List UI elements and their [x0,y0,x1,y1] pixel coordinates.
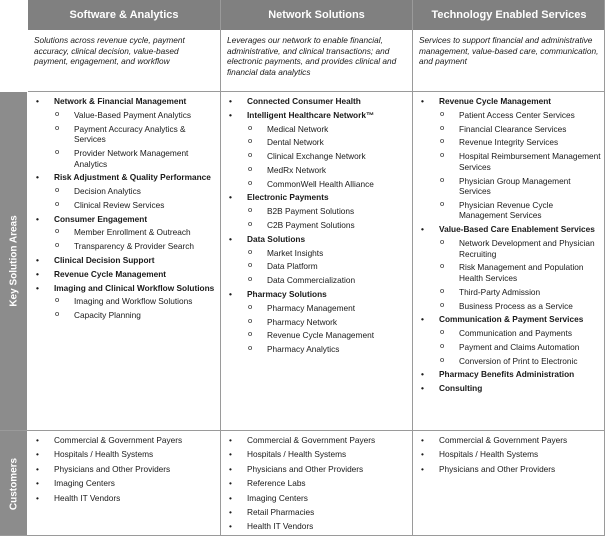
customers-network-cell [221,431,412,536]
customer-item: • Commercial & Government Payers [419,435,601,446]
solution-subitem: o Decision Analytics [34,186,216,197]
solution-subitem: o Conversion of Print to Electronic [419,356,601,367]
header-corner [0,0,27,30]
solution-subitem: o Risk Management and Population Health Services [419,262,601,283]
solution-subitem: o Transparency & Provider Search [34,241,216,252]
customer-item: • Imaging Centers [34,478,216,489]
solution-item: • Pharmacy Solutions [227,289,408,300]
row-label-text: Key Solution Areas [8,215,19,307]
description-network: Leverages our network to enable financial, administrative, and clinical transactions; and electronic payments, and provides clinical and financial data analytics [227,35,397,77]
header-software-analytics: Software & Analytics [28,0,220,30]
customer-item: • Health IT Vendors [227,521,408,532]
header-technology-enabled-services: Technology Enabled Services [413,0,605,30]
solution-item: • Connected Consumer Health [227,96,408,107]
solution-subitem: o Dental Network [227,137,408,148]
description-tech: Services to support financial and administrative management, value-based care, communication, and payment [419,35,599,67]
customer-item: • Commercial & Government Payers [227,435,408,446]
solutions-software-cell [28,92,220,430]
solution-subitem: o Physician Group Management Services [419,176,601,197]
solution-subitem: o Financial Clearance Services [419,124,601,135]
solution-subitem: o Clinical Exchange Network [227,151,408,162]
solution-subitem: o Capacity Planning [34,310,216,321]
solution-item: • Revenue Cycle Management [34,269,216,280]
customers-software-cell [28,431,220,536]
row-divider [28,91,605,92]
solution-subitem: o Imaging and Workflow Solutions [34,296,216,307]
solution-subitem: o Payment and Claims Automation [419,342,601,353]
solution-subitem: o Patient Access Center Services [419,110,601,121]
solution-subitem: o Clinical Review Services [34,200,216,211]
row-label-text: Customers [8,457,19,510]
solution-item: • Pharmacy Benefits Administration [419,369,601,380]
solution-subitem: o Third-Party Admission [419,287,601,298]
solution-subitem: o Member Enrollment & Outreach [34,227,216,238]
solution-subitem: o Data Commercialization [227,275,408,286]
customer-item: • Hospitals / Health Systems [34,449,216,460]
solution-subitem: o Payment Accuracy Analytics & Services [34,124,216,145]
customer-item: • Physicians and Other Providers [34,464,216,475]
solution-subitem: o Market Insights [227,248,408,259]
solution-item: • Value-Based Care Enablement Services [419,224,601,235]
solution-subitem: o MedRx Network [227,165,408,176]
customer-item: • Hospitals / Health Systems [227,449,408,460]
solution-subitem: o Revenue Cycle Management [227,330,408,341]
solution-subitem: o Pharmacy Network [227,317,408,328]
solution-item: • Risk Adjustment & Quality Performance [34,172,216,183]
row-label-key-solution-areas [0,92,27,430]
solution-subitem: o Provider Network Management Analytics [34,148,216,169]
customer-item: • Retail Pharmacies [227,507,408,518]
solution-subitem: o Physician Revenue Cycle Management Services [419,200,601,221]
row-divider [0,430,605,431]
solution-subitem: o Revenue Integrity Services [419,137,601,148]
customer-item: • Commercial & Government Payers [34,435,216,446]
solution-item: • Electronic Payments [227,192,408,203]
solution-subitem: o CommonWell Health Alliance [227,179,408,190]
solution-item: • Consulting [419,383,601,394]
solution-item: • Clinical Decision Support [34,255,216,266]
solution-subitem: o C2B Payment Solutions [227,220,408,231]
description-software: Solutions across revenue cycle, payment accuracy, clinical decision, value-based payment, engagement, and workflow [34,35,185,67]
solution-item: • Network & Financial Management [34,96,216,107]
customers-tech-cell [413,431,605,536]
solution-subitem: o Data Platform [227,261,408,272]
solution-subitem: o Hospital Reimbursement Management Services [419,151,601,172]
solution-item: • Communication & Payment Services [419,314,601,325]
solution-subitem: o Medical Network [227,124,408,135]
solutions-network-cell [221,92,412,430]
solution-subitem: o Business Process as a Service [419,301,601,312]
solution-subitem: o Pharmacy Analytics [227,344,408,355]
header-network-solutions: Network Solutions [221,0,412,30]
solution-subitem: o Pharmacy Management [227,303,408,314]
column-divider [220,0,221,536]
solutions-tech-cell [413,92,605,430]
customer-item: • Imaging Centers [227,493,408,504]
solution-item: • Imaging and Clinical Workflow Solutions [34,283,216,294]
solution-item: • Intelligent Healthcare Network™ [227,110,408,121]
solution-item: • Revenue Cycle Management [419,96,601,107]
solution-subitem: o Communication and Payments [419,328,601,339]
column-divider [412,0,413,536]
customer-item: • Reference Labs [227,478,408,489]
customer-item: • Physicians and Other Providers [227,464,408,475]
solution-subitem: o B2B Payment Solutions [227,206,408,217]
customer-item: • Hospitals / Health Systems [419,449,601,460]
solution-item: • Data Solutions [227,234,408,245]
row-label-customers [0,431,27,536]
solution-subitem: o Value-Based Payment Analytics [34,110,216,121]
customer-item: • Physicians and Other Providers [419,464,601,475]
customer-item: • Health IT Vendors [34,493,216,504]
solution-item: • Consumer Engagement [34,214,216,225]
solution-subitem: o Network Development and Physician Recruiting [419,238,601,259]
